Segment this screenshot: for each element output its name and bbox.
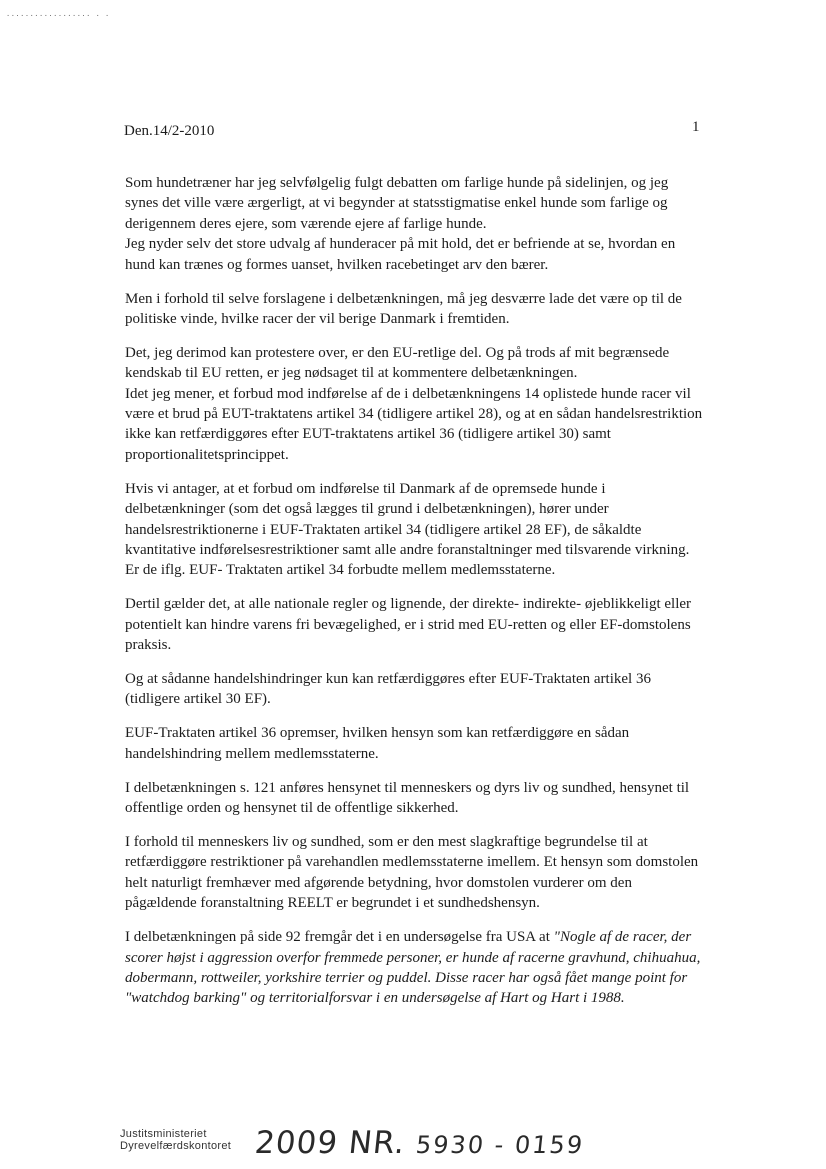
paragraph-7: Dertil gælder det, at alle nationale regler og lignende, der direkte- indirekte- øjeblikkeligt eller potentielt kan hindre varens fri bevægelighed, er i strid med EU-retten og eller EF-domstolens praksis.: [125, 596, 692, 654]
paragraph-10: I delbetænkningen s. 121 anføres hensynet til menneskers og dyrs liv og sundhed, hensynet til offentlige orden og hensynet til de offentlige sikkerhed.: [125, 779, 690, 817]
stamp-line-1: Justitsministeriet: [120, 1128, 207, 1140]
paragraph-4: Det, jeg derimod kan protestere over, er den EU-retlige del. Og på trods af mit begrænsede kendskab til EU retten, er jeg nødsaget til at kommentere delbetænkningen.: [125, 344, 670, 382]
paragraph-12: [125, 927, 705, 1009]
paragraph-6: Hvis vi antager, at et forbud om indførelse til Danmark af de opremsede hunde i delbetænkninger (som det også lægges til grund i delbetænkningen), hører under handelsrestriktionerne i EUF-Traktaten artikel 34 (tidligere artikel 28 EF), de såkaldte kvantitative indførelsesrestriktioner samt alle andre foranstaltninger med tilsvarende virkning. Er de iflg. EUF- Traktaten artikel 34 forbudte mellem medlemsstaterne.: [125, 480, 690, 579]
paragraph-8: Og at sådanne handelshindringer kun kan retfærdiggøres efter EUF-Traktaten artikel 36 (tidligere artikel 30 EF).: [125, 671, 651, 708]
letter-body: [125, 173, 705, 1022]
scan-top-mark: .................. . .: [6, 10, 110, 18]
paragraph-3: Men i forhold til selve forslagene i delbetænkningen, må jeg desværre lade det være op til de politiske vinde, hvilke racer der vil berige Danmark i fremtiden.: [125, 290, 682, 327]
paragraph-1: Som hundetræner har jeg selvfølgelig fulgt debatten om farlige hunde på sidelinjen, og jeg synes det ville være ærgerligt, at vi begynder at statsstigmatise enkel hunde som farlige og derigennem deres ejere, som værende ejere af farlige hunde.: [125, 175, 669, 232]
paragraph-5: Idet jeg mener, et forbud mod indførelse af de i delbetænkningens 14 oplistede hunde racer vil være et brud på EUT-traktatens artikel 34 (tidligere artikel 28), og at en sådan handelsrestriktion ikke kan retfærdiggøres efter EUT-traktatens artikel 36 (tidligere artikel 30) samt proportionalitetsprincippet.: [125, 385, 703, 463]
letter-date: Den.14/2-2010: [124, 123, 215, 139]
paragraph-9: EUF-Traktaten artikel 36 opremser, hvilken hensyn som kan retfærdiggøre en sådan handelshindring mellem medlemsstaterne.: [125, 725, 630, 762]
paragraph-11: I forhold til menneskers liv og sundhed, som er den mest slagkraftige begrundelse til at retfærdiggøre restriktioner på varehandlen medlemsstaterne imellem. Et hensyn som domstolen helt naturligt fremhæver med afgørende betydning, hvor domstolen vurderer om den pågældende foranstaltning REELT er begrundet i et sundhedshensyn.: [125, 833, 699, 912]
ministry-stamp: [120, 1128, 231, 1152]
paragraph-2: Jeg nyder selv det store udvalg af hunderacer på mit hold, det er befriende at se, hvordan en hund kan trænes og formes uanset, hvilken racebetinget arv den bærer.: [125, 236, 676, 273]
handwritten-main: 2009 NR.: [253, 1125, 408, 1161]
paragraph-12-lead: I delbetænkningen på side 92 fremgår det i en undersøgelse fra USA at: [125, 929, 554, 946]
handwritten-case-number: [253, 1125, 586, 1163]
page-number: 1: [692, 119, 700, 135]
paragraph-12-quote: "Nogle af de racer, der scorer højst i aggression overfor fremmede personer, er hunde af racerne gravhund, chihuahua, dobermann, rottweiler, yorkshire terrier og puddel. Disse racer har også fået mange point for "watchdog barking" og territorialforsvar i en undersøgelse af Hart og Hart i 1988.: [125, 929, 701, 1007]
handwritten-small: 5930 - 0159: [414, 1131, 586, 1159]
stamp-line-2: Dyrevelfærdskontoret: [120, 1140, 232, 1152]
